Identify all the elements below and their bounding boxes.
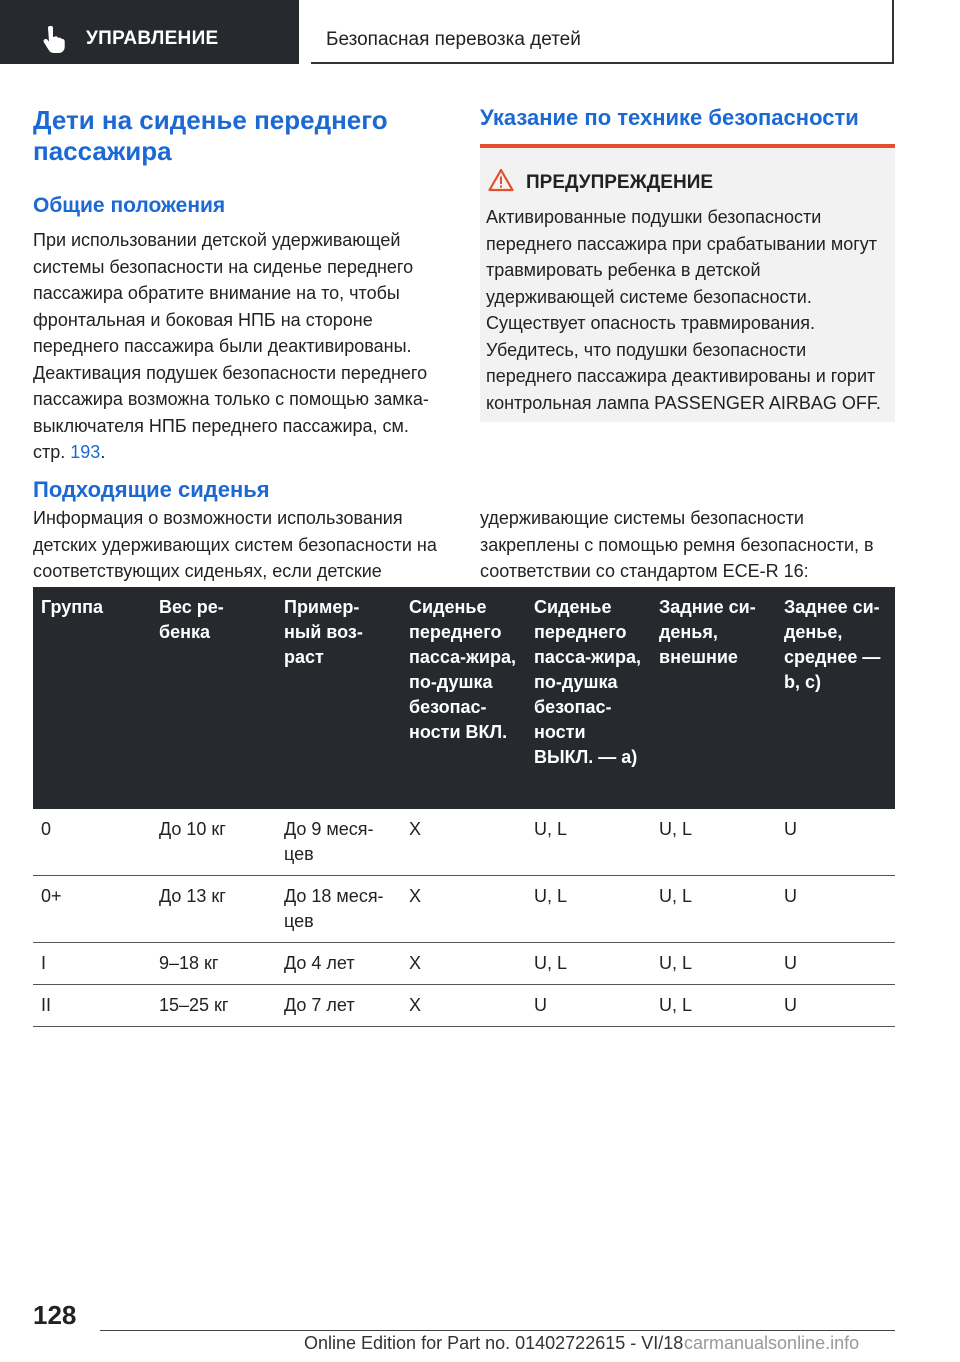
table-cell: U xyxy=(776,809,895,876)
general-text: При использовании детской удерживающей системы безопасности на сиденье переднего пассажира обратите внимание на то, чтобы фронтальная и боковая НПБ на стороне переднего пассажира были деактивированы. Деактивация подушек безопасности переднего пассажира возможна только с помощью замка-выключателя НПБ переднего пассажира, см. стр. 193. xyxy=(33,230,429,462)
seats-intro-right: удерживающие системы безопасности закреплены с помощью ремня безопасности, в соответствии со стандартом ECE-R 16: xyxy=(480,508,874,581)
table-cell: U, L xyxy=(526,943,651,985)
table-cell: До 7 лет xyxy=(276,985,401,1027)
safety-note-title: Указание по технике безопасности xyxy=(480,105,859,130)
table-cell: U, L xyxy=(651,876,776,943)
table-row xyxy=(33,943,895,985)
section-tab xyxy=(0,0,299,64)
table-cell: X xyxy=(401,943,526,985)
table-cell: II xyxy=(33,985,151,1027)
table-cell: 15–25 кг xyxy=(151,985,276,1027)
chapter-label: Безопасная перевозка детей xyxy=(326,29,581,50)
table-cell: До 10 кг xyxy=(151,809,276,876)
header-group: Группа xyxy=(33,587,151,809)
table-cell: 9–18 кг xyxy=(151,943,276,985)
child-seat-table xyxy=(33,587,895,1027)
seats-intro-left: Информация о возможности использования детских удерживающих систем безопасности на соответствующих сиденьях, если детские xyxy=(33,508,437,581)
edition-text: Online Edition for Part no. 01402722615 - VI/18 xyxy=(304,1333,684,1353)
table-cell: X xyxy=(401,985,526,1027)
header-rear-middle: Заднее си-денье, среднее — b, c) xyxy=(776,587,895,809)
footer-rule xyxy=(100,1330,895,1331)
header-front-airbag-on: Сиденье переднего пасса-жира, по-душка безопас-ности ВКЛ. xyxy=(401,587,526,809)
chapter-tab xyxy=(311,0,894,64)
table-cell: X xyxy=(401,809,526,876)
page-number: 128 xyxy=(33,1300,77,1330)
table-cell: U xyxy=(776,943,895,985)
table-row xyxy=(33,985,895,1027)
warning-box xyxy=(480,148,895,422)
table-cell: U xyxy=(776,985,895,1027)
table-cell: 0+ xyxy=(33,876,151,943)
watermark: carmanualsonline.info xyxy=(684,1333,860,1353)
table-cell: До 13 кг xyxy=(151,876,276,943)
table-cell: До 4 лет xyxy=(276,943,401,985)
section-title: Дети на сиденье переднего пассажира xyxy=(33,105,388,166)
section-suitable-seats xyxy=(33,477,443,585)
page-link[interactable]: 193 xyxy=(70,442,101,462)
subsection-title: Общие положения xyxy=(33,194,226,217)
header-weight: Вес ре-бенка xyxy=(151,587,276,809)
table-row xyxy=(33,876,895,943)
table-cell: X xyxy=(401,876,526,943)
table-cell: U, L xyxy=(651,809,776,876)
safety-note xyxy=(480,105,896,131)
table-cell: До 18 меся-цев xyxy=(276,876,401,943)
page-header xyxy=(0,0,960,66)
warning-triangle-icon xyxy=(488,168,514,192)
warning-text: Активированные подушки безопасности переднего пассажира при срабатывании могут травмировать ребенка в детской удерживающей системе безопасности. Существует опасность травмирования. Убедитесь, что подушки безопасности переднего пассажира деактивированы и горит контрольная лампа PASSENGER AIRBAG OFF. xyxy=(486,207,881,413)
seats-title: Подходящие сиденья xyxy=(33,477,270,502)
section-front-seat xyxy=(33,105,443,466)
table-row xyxy=(33,809,895,876)
table-cell: До 9 меся-цев xyxy=(276,809,401,876)
table-cell: U xyxy=(526,985,651,1027)
table-cell: U, L xyxy=(651,985,776,1027)
seats-intro-right-block xyxy=(480,505,896,585)
table-cell: I xyxy=(33,943,151,985)
table-cell: 0 xyxy=(33,809,151,876)
hand-pointer-icon xyxy=(40,26,66,54)
table-cell: U, L xyxy=(651,943,776,985)
header-rear-outer: Задние си-денья, внешние xyxy=(651,587,776,809)
header-front-airbag-off: Сиденье переднего пасса-жира, по-душка безопас-ности ВЫКЛ. — a) xyxy=(526,587,651,809)
table-cell: U xyxy=(776,876,895,943)
section-label: УПРАВЛЕНИЕ xyxy=(86,28,219,49)
header-age: Пример-ный воз-раст xyxy=(276,587,401,809)
table-header-row xyxy=(33,587,895,809)
warning-title: ПРЕДУПРЕЖДЕНИЕ xyxy=(526,172,714,193)
table-cell: U, L xyxy=(526,876,651,943)
table-cell: U, L xyxy=(526,809,651,876)
